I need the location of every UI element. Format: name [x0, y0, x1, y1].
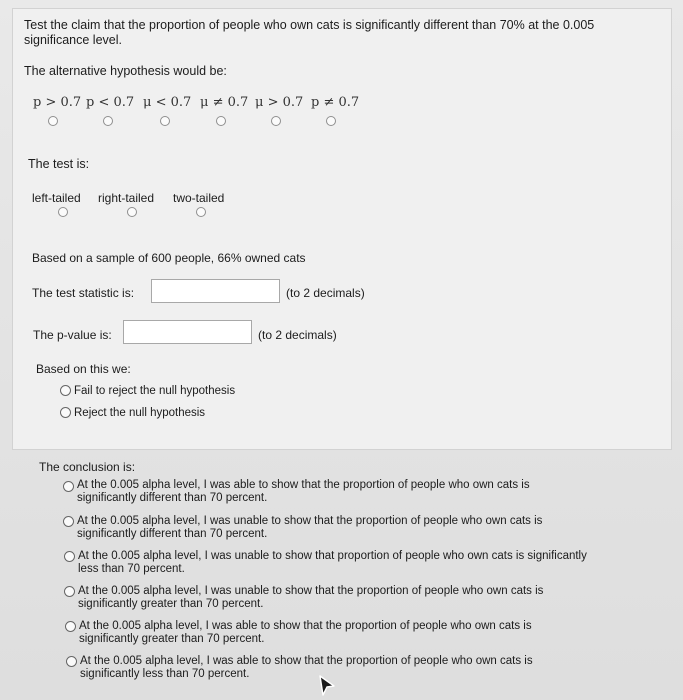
- conclusion-3-line-2: significantly greater than 70 percent.: [78, 598, 264, 610]
- conclusion-4-line-1: At the 0.005 alpha level, I was able to show that the proportion of people who own cats is: [79, 620, 532, 632]
- conclusion-1-text: [77, 515, 542, 541]
- alt-option-5-label: p ≠ 0.7: [311, 95, 360, 110]
- test-option-left-label: left-tailed: [32, 191, 81, 205]
- alt-hypothesis-label: The alternative hypothesis would be:: [24, 64, 227, 78]
- alt-option-2-radio[interactable]: [160, 116, 170, 126]
- conclusion-3-text: [78, 585, 543, 611]
- conclusion-5-radio[interactable]: [66, 656, 77, 667]
- conclusion-0-line-2: significantly different than 70 percent.: [77, 492, 268, 504]
- alt-option-1-label: p < 0.7: [86, 95, 135, 110]
- conclusion-3-line-1: At the 0.005 alpha level, I was unable to show that the proportion of people who own cats is: [78, 585, 544, 597]
- test-statistic-label: The test statistic is:: [32, 286, 135, 300]
- conclusion-4-line-2: significantly greater than 70 percent.: [79, 633, 265, 645]
- conclusion-4-radio[interactable]: [65, 621, 76, 632]
- decision-reject-radio[interactable]: [60, 407, 71, 418]
- alt-option-0-radio[interactable]: [48, 116, 58, 126]
- decision-fail-label: Fail to reject the null hypothesis: [74, 385, 236, 397]
- test-option-two-radio[interactable]: [196, 207, 206, 217]
- p-value-label: The p-value is:: [33, 328, 112, 342]
- test-option-right-label: right-tailed: [98, 191, 155, 205]
- conclusion-2-line-1: At the 0.005 alpha level, I was unable to show that proportion of people who own cats is significantly: [78, 550, 587, 562]
- alt-option-3-label: μ ≠ 0.7: [200, 95, 249, 110]
- conclusion-5-line-1: At the 0.005 alpha level, I was able to show that the proportion of people who own cats is: [80, 655, 533, 667]
- p-value-input[interactable]: [123, 320, 252, 344]
- alt-option-4-label: μ > 0.7: [255, 95, 304, 110]
- question-text: [24, 18, 644, 48]
- test-option-right-radio[interactable]: [127, 207, 137, 217]
- sample-info: Based on a sample of 600 people, 66% owned cats: [32, 251, 306, 265]
- alt-option-1-radio[interactable]: [103, 116, 113, 126]
- mouse-cursor-icon: [318, 674, 338, 698]
- conclusion-2-radio[interactable]: [64, 551, 75, 562]
- alt-option-4-radio[interactable]: [271, 116, 281, 126]
- conclusion-0-line-1: At the 0.005 alpha level, I was able to show that the proportion of people who own cats is: [77, 479, 530, 491]
- alt-option-2-label: μ < 0.7: [143, 95, 192, 110]
- p-value-hint: (to 2 decimals): [258, 328, 337, 342]
- alt-option-3-radio[interactable]: [216, 116, 226, 126]
- conclusion-0-radio[interactable]: [63, 481, 74, 492]
- test-statistic-input[interactable]: [151, 279, 280, 303]
- alt-option-0-label: p > 0.7: [33, 95, 82, 110]
- conclusion-3-radio[interactable]: [64, 586, 75, 597]
- conclusion-2-line-2: less than 70 percent.: [78, 563, 185, 575]
- conclusion-5-text: [80, 655, 533, 681]
- conclusion-2-text: [78, 550, 587, 576]
- alt-option-5-radio[interactable]: [326, 116, 336, 126]
- conclusion-label: The conclusion is:: [39, 460, 136, 474]
- conclusion-1-radio[interactable]: [63, 516, 74, 527]
- test-option-two-label: two-tailed: [173, 191, 225, 205]
- conclusion-1-line-1: At the 0.005 alpha level, I was unable to show that the proportion of people who own cats is: [77, 515, 543, 527]
- conclusion-4-text: [79, 620, 532, 646]
- test-option-left-radio[interactable]: [58, 207, 68, 217]
- conclusion-1-line-2: significantly different than 70 percent.: [77, 528, 268, 540]
- question-line-1: Test the claim that the proportion of people who own cats is significantly different than 70% at the 0.005: [24, 18, 595, 32]
- question-line-2: significance level.: [24, 33, 122, 47]
- conclusion-5-line-2: significantly less than 70 percent.: [80, 668, 250, 680]
- test-type-label: The test is:: [28, 157, 90, 171]
- decision-label: Based on this we:: [36, 362, 131, 376]
- test-statistic-hint: (to 2 decimals): [286, 286, 365, 300]
- decision-fail-radio[interactable]: [60, 385, 71, 396]
- decision-reject-label: Reject the null hypothesis: [74, 407, 206, 419]
- conclusion-0-text: [77, 479, 530, 505]
